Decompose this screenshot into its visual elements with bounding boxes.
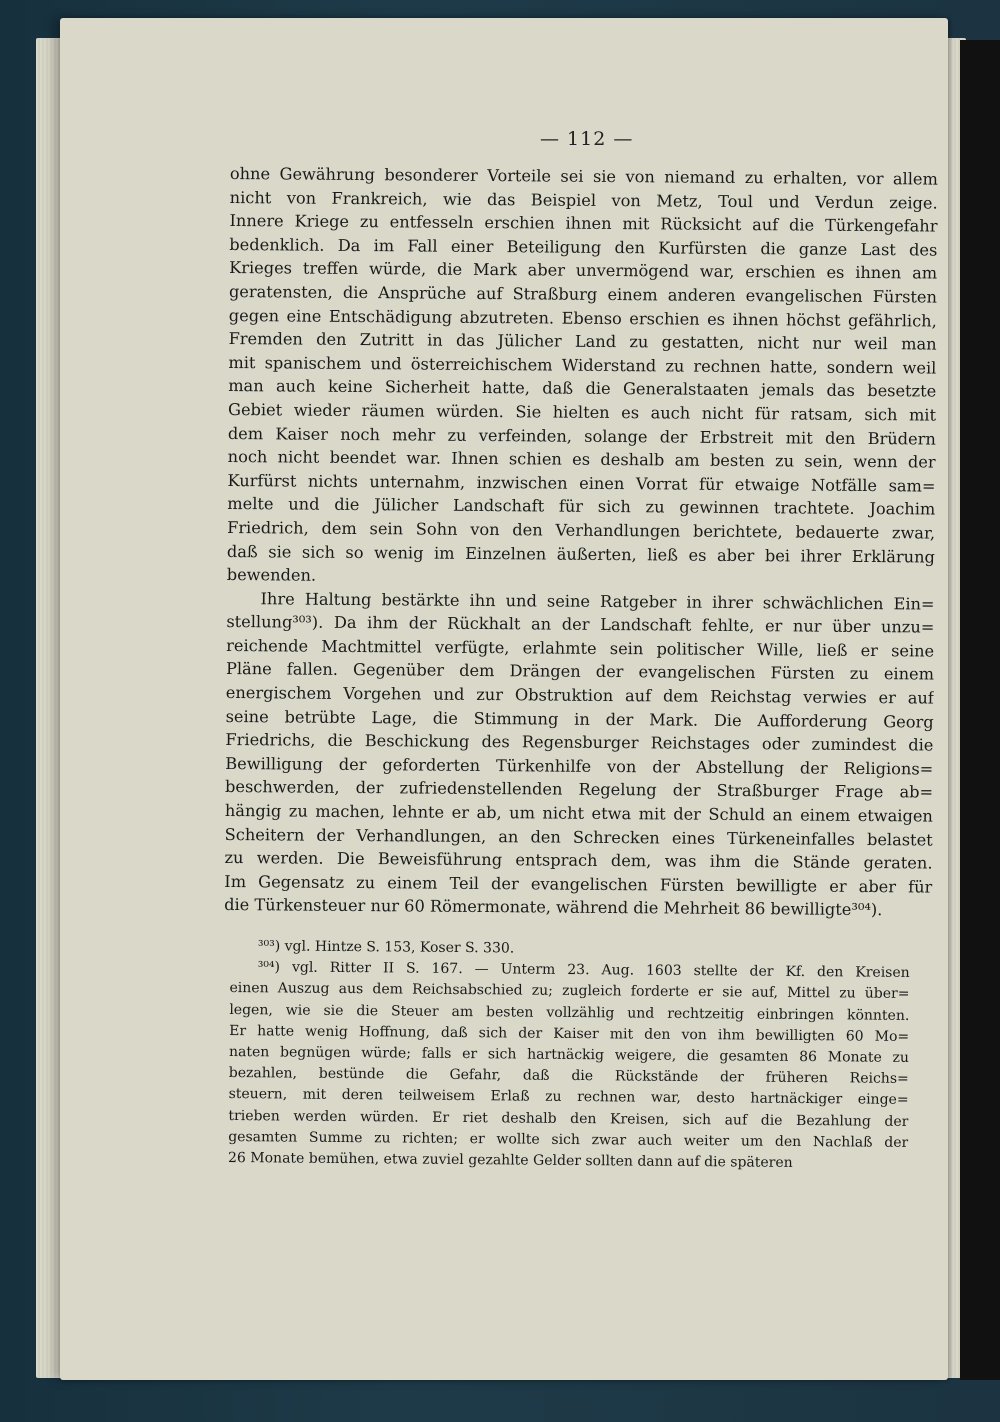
text-line: Fremden den Zutritt in das Jülicher Land zu gestatten, nicht nur weil man [228, 329, 937, 354]
text-line: Innere Kriege zu entfesseln erschien ihnen mit Rücksicht auf die Türkengefahr [229, 211, 938, 236]
paragraph [227, 162, 938, 592]
footnote [228, 957, 910, 1175]
footnote-line: Er hatte wenig Hoffnung, daß sich der Kaiser mit den von ihm bewilligten 60 Mo= [229, 1022, 910, 1045]
footnote-line: naten begnügen würde; falls er sich hartnäckig weigere, die gesamten 86 Monate zu [228, 1044, 910, 1066]
text-line: Krieges treffen würde, die Mark aber unvermögend war, erschien es ihnen am [229, 258, 938, 283]
text-line: Friedrich, dem sein Sohn von den Verhandlungen berichtete, bedauerte zwar, [227, 517, 936, 543]
text-line: energischem Vorgehen und zur Obstruktion auf dem Reichstag verwies er auf [225, 683, 934, 708]
text-line: stellung³⁰³). Da ihm der Rückhalt an der Landschaft fehlte, er nur über unzu= [226, 612, 935, 637]
text-line: seine betrübte Lage, die Stimmung in der Mark. Die Aufforderung Georg [225, 706, 934, 732]
text-line: reichende Machtmittel verfügte, erlahmte sein politischer Wille, ließ er seine [226, 635, 935, 661]
text-line: mit spanischem und österreichischem Widerstand zu rechnen hatte, sondern weil [228, 352, 937, 378]
text-line: daß sie sich so wenig im Einzelnen äußerten, ließ es aber bei ihrer Erklärung [226, 541, 935, 567]
text-line: man auch keine Sicherheit hatte, daß die Generalstaaten jemals das besetzte [228, 376, 937, 401]
footnote-line: legen, wie sie die Steuer am besten vollzählig und rechtzeitig einbringen könnten. [229, 1001, 910, 1024]
text-line: nicht von Frankreich, wie das Beispiel von Metz, Toul und Verdun zeige. [229, 187, 938, 213]
text-line: dem Kaiser noch mehr zu verfeinden, solange der Erbstreit mit den Brüdern [227, 423, 936, 449]
text-line: die Türkensteuer nur 60 Römermonate, während die Mehrheit 86 bewilligte³⁰⁴). [224, 895, 883, 920]
text-line: geratensten, die Ansprüche auf Straßburg einem anderen evangelischen Fürsten [228, 281, 938, 307]
text-line: gegen eine Entschädigung abzutreten. Ebenso erschien es ihnen höchst gefährlich, [228, 305, 937, 331]
footnote-line: 26 Monate bemühen, etwa zuviel gezahlte Gelder sollten dann auf die späteren [227, 1150, 793, 1171]
text-line: ohne Gewährung besonderer Vorteile sei sie von niemand zu erhalten, vor allem [229, 163, 938, 189]
footnote-line: gesamten Summe zu richten; er wollte sich zwar auch weiter um den Nachlaß der [228, 1128, 909, 1151]
text-line: Friedrichs, die Beschickung des Regensburger Reichstages oder zumindest die [225, 730, 934, 755]
footnote-line: ³⁰⁴) vgl. Ritter II S. 167. — Unterm 23. Aug. 1603 stellte der Kf. den Kreisen [257, 959, 910, 982]
facing-page-edge [960, 40, 1000, 1380]
footnotes [228, 936, 910, 1175]
text-line: Bewilligung der geforderten Türkenhilfe von der Abstellung der Religions= [225, 753, 934, 779]
text-line: Im Gegensatz zu einem Teil der evangelischen Fürsten bewilligte er aber für [224, 871, 933, 897]
text-line: bewenden. [226, 565, 317, 585]
text-line: Kurfürst nichts unternahm, inzwischen einen Vorrat für etwaige Notfälle sam= [227, 470, 936, 496]
footnote-line: ³⁰³) vgl. Hintze S. 153, Koser S. 330. [257, 938, 515, 957]
text-line: Ihre Haltung bestärkte ihn und seine Ratgeber in ihrer schwächlichen Ein= [260, 588, 935, 614]
text-line: Gebiet wieder räumen würden. Sie hielten es auch nicht für ratsam, sich mit [227, 399, 937, 425]
body-text [224, 162, 938, 923]
text-line: beschwerden, der zufriedenstellenden Regelung der Straßburger Frage ab= [225, 777, 934, 802]
footnote-line: trieben werden würden. Er riet deshalb den Kreisen, sich auf die Bezahlung der [228, 1107, 909, 1130]
text-line: hängig zu machen, lehnte er ab, um nicht etwa mit der Schuld an einem etwaigen [224, 801, 933, 826]
paragraph [224, 587, 935, 923]
footnote-line: bezahlen, bestünde die Gefahr, daß die Rückstände der früheren Reichs= [228, 1065, 909, 1088]
footnote-line: einen Auszug aus dem Reichsabschied zu; zugleich forderte er sie auf, Mittel zu über= [229, 980, 910, 1003]
text-line: Scheitern der Verhandlungen, an den Schrecken eines Türkeneinfalles belastet [224, 824, 933, 850]
footnote-line: steuern, mit deren teilweisem Erlaß zu rechnen war, desto hartnäckiger einge= [228, 1086, 909, 1109]
text-line: melte und die Jülicher Landschaft für sich zu gewinnen trachtete. Joachim [227, 494, 936, 519]
text-line: Pläne fallen. Gegenüber dem Drängen der evangelischen Fürsten zu einem [225, 659, 935, 685]
text-line: bedenklich. Da im Fall einer Beteiligung den Kurfürsten die ganze Last des [229, 234, 938, 260]
page-number: — 112 — [540, 128, 634, 150]
text-line: noch nicht beendet war. Ihnen schien es deshalb am besten zu sein, wenn der [227, 447, 936, 472]
text-line: zu werden. Die Beweisführung entsprach dem, was ihm die Stände geraten. [224, 848, 933, 873]
